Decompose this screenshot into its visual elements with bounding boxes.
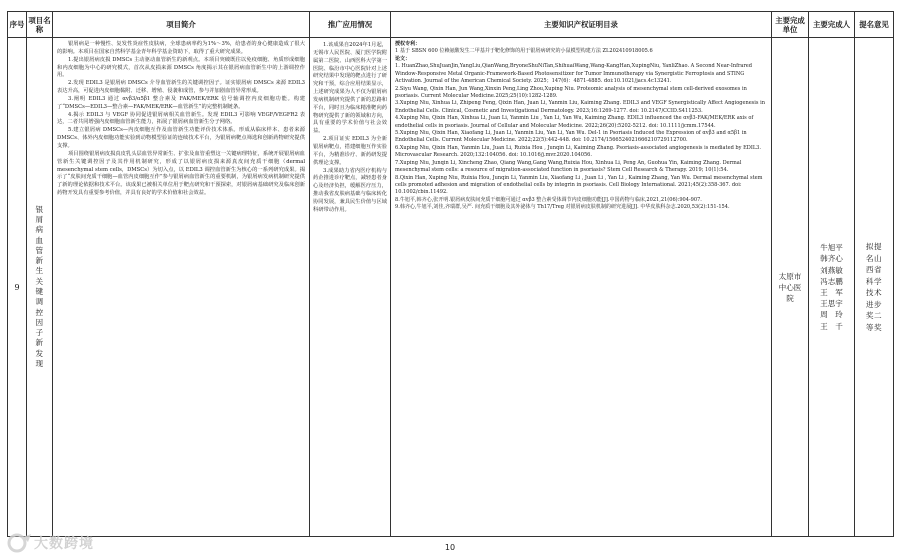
- patent-item: 1 基于 SBSN 600 位赖氨酸发生二甲基并于靶化修饰的用于银屑病研究的小鼠模型构建方法 ZL202410918005.6: [395, 48, 653, 55]
- intro-paragraph: 银屑病是一种慢性、复发性炎症性皮肤病，全球患病率约为1%～3%，给患者的身心健康造成了很大的影响。本项目在国家自然科学基金青年科学基金资助下，取得了重大研究成果。: [57, 41, 305, 55]
- paper-item: 3.Xuping Niu, Xinhua Li, Zhipeng Feng, Qixin Han, Juan Li, Yanmin Liu, Kaiming Zhang. EDIL3 and VEGF Synergistically Affect Angiogenesis in Endothelial Cells. Clinical, Cosmetic and Investigational Dermatology. 2023;16:1269-1277. doi: 10.2147/CCID.S411253.: [395, 100, 765, 114]
- paper-item: 6.Xuping Niu, Qixin Han, Yanmin Liu, Juan Li, Ruixia Hou , Junqin Li, Kaiming Zhang. Psoriasis-associated angiogenesis is mediated by EDIL3. Microvascular Research. 2020;132:104056. doi: 10.1016/j.mvr.2020.104056.: [395, 144, 761, 159]
- award-table: [7, 11, 894, 537]
- header-seq: 序号: [8, 12, 27, 38]
- promo-paragraph: 1.该成果自2024年1月起，无锡市人民医院、厦门医学院附属第二医院、山西医科大学第一医院、临汾市中心医院针对上述研究结果中发现的靶点进行了研究和干预，综合应用结果显示，上述研究成果为人不仅为银屑病发病机制研究提供了新的思路和平台，同时且为临床精准靶向药物研究提供了新的领域和方向，具有重要的学术价值与社会效益。: [313, 42, 387, 135]
- header-persons: 主要完成人: [809, 12, 855, 38]
- project-name: 银 屑 病 血 管 新 生 关 键 调 控 因 子 新 发 现: [27, 38, 53, 537]
- intro-paragraph: 1.提出银屑病皮损 DMSCs 主动驱动血管新生的新观点。本项目突破既往以免疫细胞、角质形成细胞和内皮细胞为中心的研究模式，首次从皮损来源 DMSCs 角度揭示其在银屑病血管新生中的上游调控作用。: [57, 56, 305, 79]
- paper-item: 7.Xuping Niu, Junqin Li, Xincheng Zhao, Qiang Wang,Gang Wang,Ruixia Hou, Xinhua Li, Peng An, Guohua Yin, Kaiming Zhang. Dermal mesenchymal stem cells: a resource of migration-associated function in psoriasis? Stem Cell Research & Therapy. 2019; 10(1):54.: [395, 159, 742, 174]
- header-promo: 推广应用情况: [310, 12, 391, 38]
- paper-item: 1. HuanZhao,ShuJuanJin,YangLiu,QianWang,BryoneShuNiTan,ShihuaiWang,Wang-KangHan,XupingNiu, YanliZhao. A Second Near-Infrared Window-Responsive Metal Organic-Framework-Based Photosensitizer for Tumor Immunotherapy via Synergistic Ferroptosis and STING Activation. Journal of the American Chemical Society. 2025；147(6)：4871-4885. doi:10.1021/jacs.4c13241.: [395, 63, 753, 85]
- completion-persons: [809, 38, 855, 537]
- ip-list: [391, 38, 772, 537]
- paper-item: 8.Qixin Han, Xuping Niu, Ruixia Hou, Junqin Li, Yanmin Liu, Xiaofang Li , Juan Li , Yan Li , Kaiming Zhang, Yan Wu. Dermal mesenchymal stem cells promoted adhesion and migration of endothelial cells by integrin in psoriasis. Cell Biology International. 2021;45(2):358-367. doi: 10.1002/cbin.11492.: [395, 174, 763, 196]
- paper-item: 5.Xuping Niu, Qixin Han, Xiaofang Li, Juan Li, Yanmin Liu, Yan Li, Yan Wu. Del-1 in Psoriasis Induced the Expression of αvβ3 and α5β1 in Endothelial Cells. Current Molecular Medicine. 2022;22(5):442-448. doi: 10.2174/1566524021666210729112700.: [395, 130, 747, 144]
- paper-item: 2.Siyu Wang, Qixin Han, Jun Wang,Xinxin Peng,Ling Zhou,Xuping Niu. Proteomic analysis of mesenchymal stem cell-derived exosomes in psoriasis. Current Molecular Medicine.2025;25(10):1282-1289.: [395, 85, 747, 99]
- paper-item: 4.Xuping Niu, Qixin Han, Xinhua Li, Juan Li, Yanmin Liu , Yan Li, Yan Wu, Kaiming Zhang. EDIL3 influenced the αvβ3-FAK/MEK/ERK axis of endothelial cells in psoriasis. Journal of Cellular and Molecular Medicine. 2022;26(20):5202-5212. doi: 10.1111/jcmm.17544.: [395, 115, 754, 129]
- person-name: 王思宇: [820, 299, 843, 309]
- header-row: [8, 12, 894, 38]
- patent-section-title: 授权专利：: [395, 41, 421, 47]
- header-unit: 主要完成单位: [772, 12, 809, 38]
- project-row: [8, 38, 894, 537]
- promotion-info: [310, 38, 391, 537]
- intro-paragraph: 4.揭示 EDIL3 与 VEGF 协同促进银屑病相关血管新生。发现 EDIL3 可影响 VEGF/VEGFR2 表达，二者共同增强内皮细胞血管新生能力，拓展了银屑病血管新生分子网络。: [57, 111, 305, 126]
- completion-unit: 太原市 中心医 院: [772, 38, 809, 537]
- header-ip: 主要知识产权证明目录: [391, 12, 772, 38]
- promo-paragraph: 2.项目证实 EDIL3 为全新银屑病靶点，搭建细胞互作实验平台，为精准诊疗、新药研发提供理论支撑。: [313, 136, 387, 166]
- header-nominate: 提名意见: [855, 12, 894, 38]
- paper-section-title: 论文：: [395, 55, 411, 62]
- project-intro: [53, 38, 310, 537]
- intro-paragraph: 项目围绕银屑病皮损真皮乳头层血管异常新生、扩张及血管重塑这一关键病理特征，系统开展银屑病血管新生关键调控因子及其作用机制研究，形成了以银屑病皮损来源真皮间充质干细胞（dermal mesenchymal stem cells，DMSCs）为切入点，以 EDIL3 调控血管新生为核心的一系列研究成果。揭示了“皮肤间充质干细胞—血管内皮细胞互作”参与银屑病血管新生的重要机制，为银屑病发病机制研究提供了新的理论依据和技术平台。该成果已被相关单位用于靶点研究和干预探索，对银屑病基础研究及临床创新药物开发具有重要参考价值，并具有良好的学术价值和社会效益。: [57, 150, 305, 197]
- person-name: 牛旭平: [820, 243, 843, 253]
- person-name: 王 军: [820, 288, 843, 297]
- intro-paragraph: 5.建立银屑病 DMSCs—内皮细胞互作及血管新生功能评价技术体系。形成从临床样本、患者来源 DMSCs、体外内皮细胞功能实验到动物模型验证的连续技术平台，为银屑病靶点筛选和创新药物研究提供支撑。: [57, 127, 305, 149]
- person-name: 韩齐心: [820, 254, 843, 264]
- paper-item: 8.牛旭平,韩齐心,张开明.银屑病皮肤间充质干细胞可通过 αvβ3 整合素受体调节内皮细胞功能[J].中国药物与临床,2021,21(06):904-907.: [395, 196, 702, 203]
- nomination-opinion: 拟提名山西省科学技术进步奖二等奖: [855, 38, 894, 537]
- person-name: 周 玲: [820, 310, 843, 320]
- promo-paragraph: 3.成果助力省内医疗机构与药企推进诊疗靶点，减轻患者身心及经济负担，缓解医疗压力，推动我省皮肤病基础与临床转化协同发展，兼具民生价值与区域科研带动作用。: [313, 167, 387, 213]
- watermark-text: 大数跨境: [34, 536, 94, 552]
- header-intro: 项目简介: [53, 12, 310, 38]
- page-number: 10: [444, 543, 456, 552]
- person-name: 冯志鹏: [820, 276, 843, 286]
- row-seq: 9: [8, 38, 27, 537]
- person-name: 王 千: [820, 321, 843, 331]
- header-name: 项目名称: [27, 12, 53, 38]
- paper-item: 9.韩齐心,牛旭平,刘佳,齐瑞群,吴严. 间充质干细胞及其外泌体与 Th17/Treg 对银屑病皮肤机制的研究进展[J]. 中华皮肤科杂志.2020,53(2):151-154.: [395, 204, 730, 211]
- intro-paragraph: 2.发现 EDIL3 是银屑病 DMSCs 介导血管新生的关键调控因子。证实银屑病 DMSCs 来源 EDIL3 表达升高，可促进内皮细胞黏附、迁移、增殖、侵袭和成管，参与并加剧血管异常形成。: [57, 80, 305, 95]
- person-name: 刘燕敏: [820, 265, 843, 275]
- intro-paragraph: 3.阐明 EDIL3 通过 αvβ3/α5β1 整合素及 FAK/MEK/ERK 信号轴调控内皮细胞功能。构建了“DMSCs—EDIL3—整合素—FAK/MEK/ERK—血管新生”的完整机制链条。: [57, 95, 305, 110]
